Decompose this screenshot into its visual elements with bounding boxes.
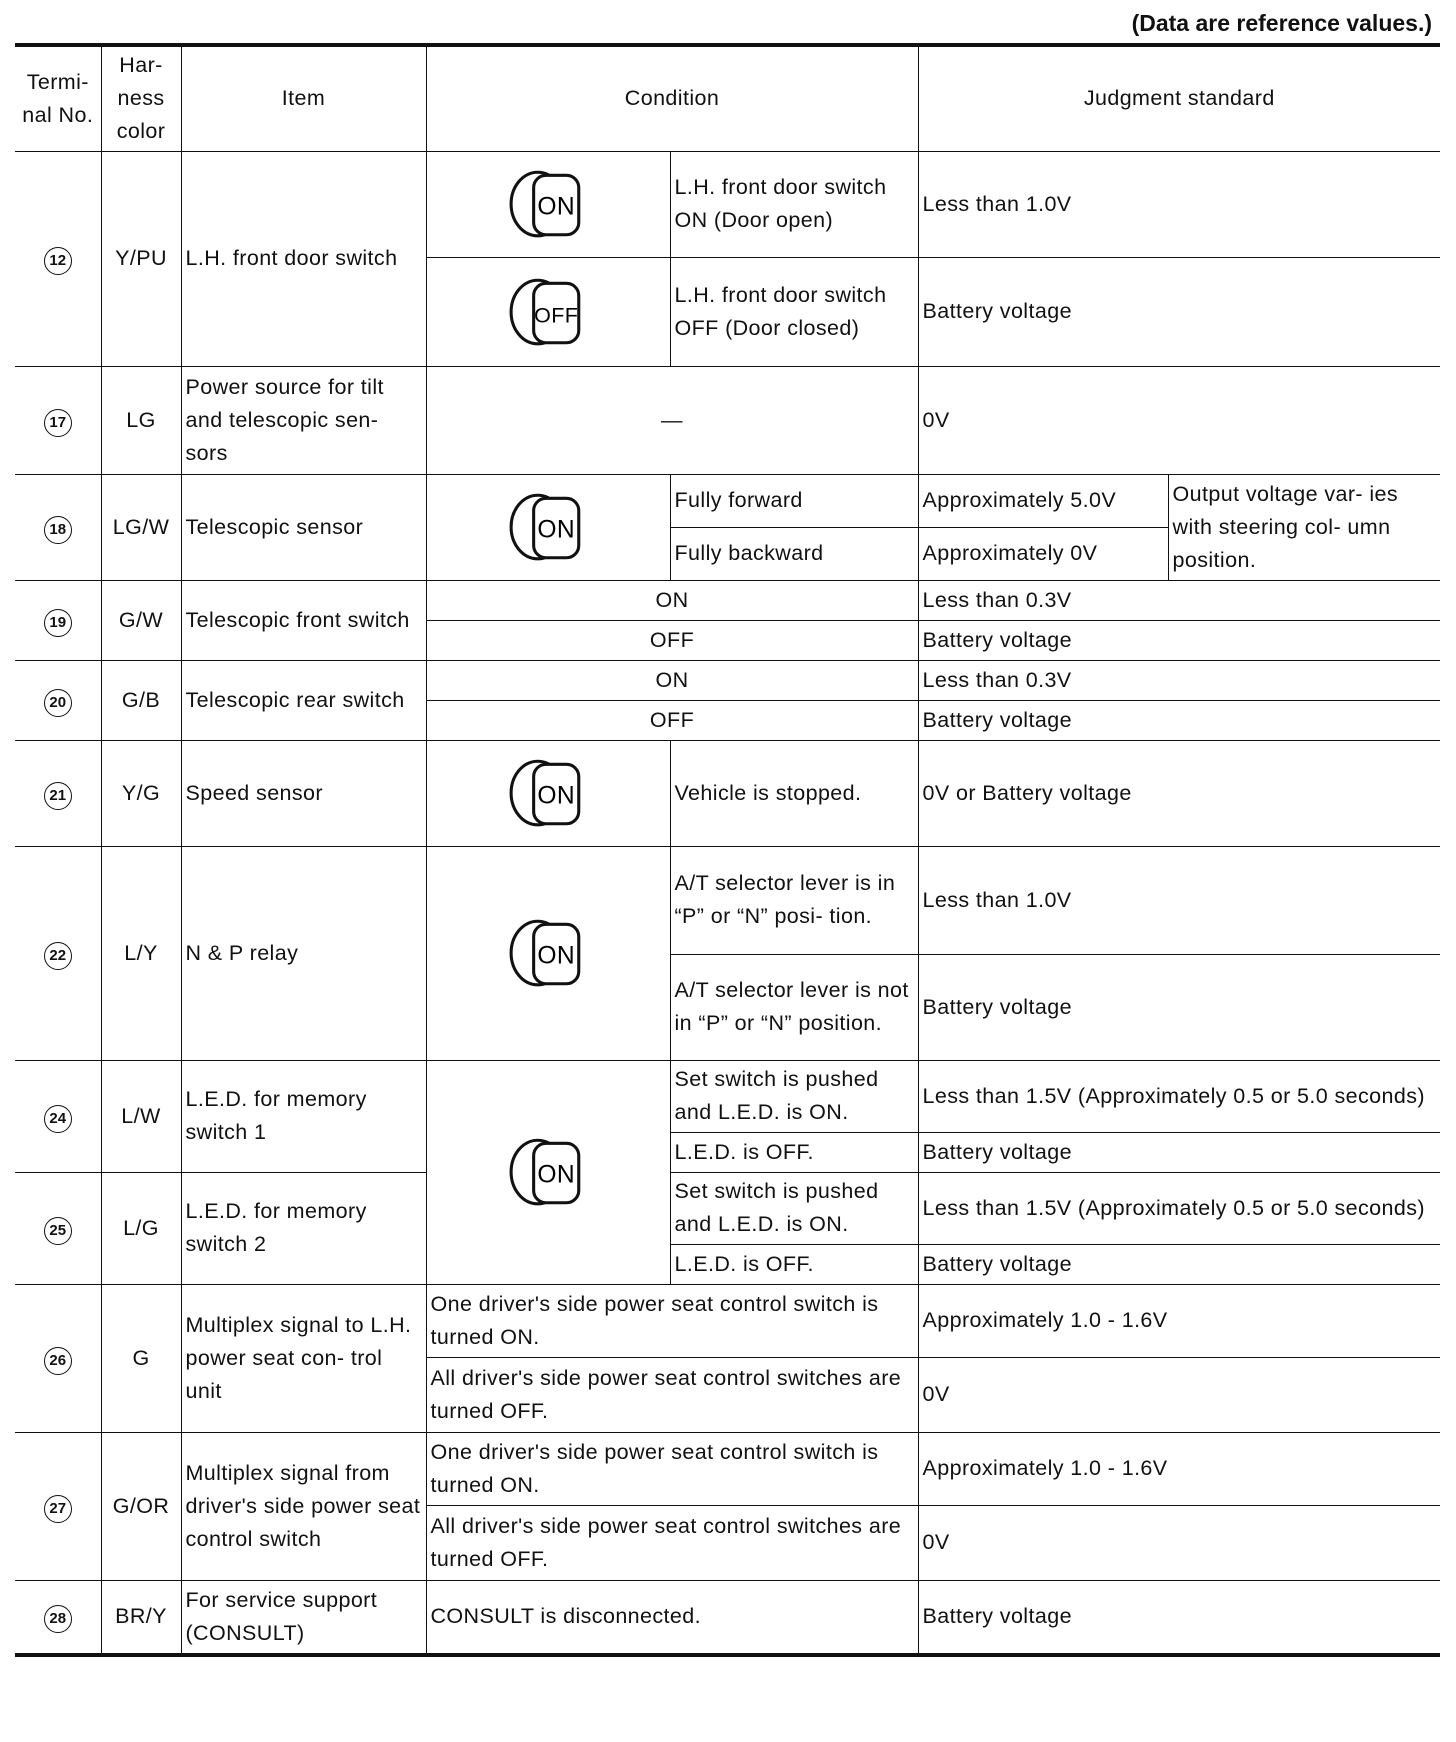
table-row	[15, 1284, 1440, 1357]
condition: Vehicle is stopped.	[670, 740, 918, 846]
item: Speed sensor	[181, 740, 426, 846]
condition: Set switch is pushed and L.E.D. is ON.	[670, 1060, 918, 1132]
table-row	[15, 151, 1440, 257]
item: Multiplex signal to L.H. power seat con- trol unit	[181, 1284, 426, 1432]
item: N & P relay	[181, 846, 426, 1060]
header-terminal-no: Termi- nal No.	[15, 45, 101, 151]
header-harness-color: Har- ness color	[101, 45, 181, 151]
judgment: Approximately 0V	[918, 527, 1168, 580]
harness-color: L/Y	[101, 846, 181, 1060]
harness-color: L/G	[101, 1172, 181, 1284]
header-condition: Condition	[426, 45, 918, 151]
key-label: ON	[537, 942, 576, 970]
condition: Fully forward	[670, 474, 918, 527]
judgment: Battery voltage	[918, 1580, 1440, 1655]
item: L.E.D. for memory switch 2	[181, 1172, 426, 1284]
harness-color: BR/Y	[101, 1580, 181, 1655]
judgment: 0V	[918, 1505, 1440, 1580]
judgment: Less than 1.0V	[918, 846, 1440, 954]
key-label: ON	[537, 193, 576, 221]
harness-color: LG	[101, 366, 181, 474]
condition: All driver's side power seat control switches are turned OFF.	[426, 1505, 918, 1580]
condition: —	[426, 366, 918, 474]
ignition-key-on-icon	[426, 151, 670, 257]
harness-color: Y/PU	[101, 151, 181, 366]
header-judgment-standard: Judgment standard	[918, 45, 1440, 151]
condition: L.H. front door switch OFF (Door closed)	[670, 257, 918, 366]
header-item: Item	[181, 45, 426, 151]
terminal-no: 20	[15, 660, 101, 740]
judgment: Less than 0.3V	[918, 580, 1440, 620]
reference-note: (Data are reference values.)	[1131, 10, 1432, 36]
harness-color: LG/W	[101, 474, 181, 580]
key-label: OFF	[534, 302, 579, 327]
judgment: Battery voltage	[918, 1132, 1440, 1172]
judgment: 0V	[918, 1357, 1440, 1432]
table-row	[15, 1060, 1440, 1132]
condition: L.H. front door switch ON (Door open)	[670, 151, 918, 257]
condition: CONSULT is disconnected.	[426, 1580, 918, 1655]
condition: OFF	[426, 700, 918, 740]
item: Telescopic front switch	[181, 580, 426, 660]
harness-color: G/B	[101, 660, 181, 740]
harness-color: G/OR	[101, 1432, 181, 1580]
ignition-key-on-icon	[426, 474, 670, 580]
terminal-no: 12	[15, 151, 101, 366]
item: L.E.D. for memory switch 1	[181, 1060, 426, 1172]
terminal-no: 26	[15, 1284, 101, 1432]
terminal-no: 25	[15, 1172, 101, 1284]
judgment: Less than 1.0V	[918, 151, 1440, 257]
judgment: Battery voltage	[918, 954, 1440, 1060]
harness-color: G/W	[101, 580, 181, 660]
judgment: Battery voltage	[918, 257, 1440, 366]
judgment: Approximately 5.0V	[918, 474, 1168, 527]
terminal-no: 24	[15, 1060, 101, 1172]
table-row	[15, 846, 1440, 954]
judgment: Less than 1.5V (Approximately 0.5 or 5.0 seconds)	[918, 1060, 1440, 1132]
judgment: 0V	[918, 366, 1440, 474]
item: Telescopic rear switch	[181, 660, 426, 740]
terminal-no: 17	[15, 366, 101, 474]
judgment: Battery voltage	[918, 1244, 1440, 1284]
item: Power source for tilt and telescopic sen- sors	[181, 366, 426, 474]
condition: Set switch is pushed and L.E.D. is ON.	[670, 1172, 918, 1244]
table-row	[15, 660, 1440, 700]
item: L.H. front door switch	[181, 151, 426, 366]
key-label: ON	[537, 782, 576, 810]
table-row	[15, 580, 1440, 620]
ignition-key-off-icon	[426, 257, 670, 366]
table-row	[15, 740, 1440, 846]
terminal-no: 18	[15, 474, 101, 580]
key-label: ON	[537, 516, 576, 544]
condition: All driver's side power seat control switches are turned OFF.	[426, 1357, 918, 1432]
item: Multiplex signal from driver's side power seat control switch	[181, 1432, 426, 1580]
condition: OFF	[426, 620, 918, 660]
terminal-no: 27	[15, 1432, 101, 1580]
judgment: Approximately 1.0 - 1.6V	[918, 1432, 1440, 1505]
condition: L.E.D. is OFF.	[670, 1132, 918, 1172]
harness-color: L/W	[101, 1060, 181, 1172]
terminal-no: 22	[15, 846, 101, 1060]
terminal-no: 19	[15, 580, 101, 660]
terminal-table	[15, 43, 1440, 1657]
condition: A/T selector lever is not in “P” or “N” position.	[670, 954, 918, 1060]
condition: ON	[426, 580, 918, 620]
table-row	[15, 1580, 1440, 1655]
table-row	[15, 1432, 1440, 1505]
ignition-key-on-icon	[426, 846, 670, 1060]
item: For service support (CONSULT)	[181, 1580, 426, 1655]
condition: ON	[426, 660, 918, 700]
condition: L.E.D. is OFF.	[670, 1244, 918, 1284]
table-row	[15, 474, 1440, 527]
condition: Fully backward	[670, 527, 918, 580]
judgment: Less than 0.3V	[918, 660, 1440, 700]
judgment: Battery voltage	[918, 700, 1440, 740]
condition: A/T selector lever is in “P” or “N” posi- tion.	[670, 846, 918, 954]
table-row	[15, 1172, 1440, 1244]
harness-color: G	[101, 1284, 181, 1432]
terminal-no: 21	[15, 740, 101, 846]
judgment: Battery voltage	[918, 620, 1440, 660]
condition: One driver's side power seat control switch is turned ON.	[426, 1284, 918, 1357]
judgment: Approximately 1.0 - 1.6V	[918, 1284, 1440, 1357]
condition: One driver's side power seat control switch is turned ON.	[426, 1432, 918, 1505]
header-row	[15, 45, 1440, 151]
judgment-note: Output voltage var- ies with steering col- umn position.	[1168, 474, 1440, 580]
key-label: ON	[537, 1161, 576, 1189]
judgment: Less than 1.5V (Approximately 0.5 or 5.0 seconds)	[918, 1172, 1440, 1244]
table-row	[15, 366, 1440, 474]
harness-color: Y/G	[101, 740, 181, 846]
judgment: 0V or Battery voltage	[918, 740, 1440, 846]
ignition-key-on-icon	[426, 740, 670, 846]
ignition-key-on-icon	[426, 1060, 670, 1284]
terminal-no: 28	[15, 1580, 101, 1655]
item: Telescopic sensor	[181, 474, 426, 580]
